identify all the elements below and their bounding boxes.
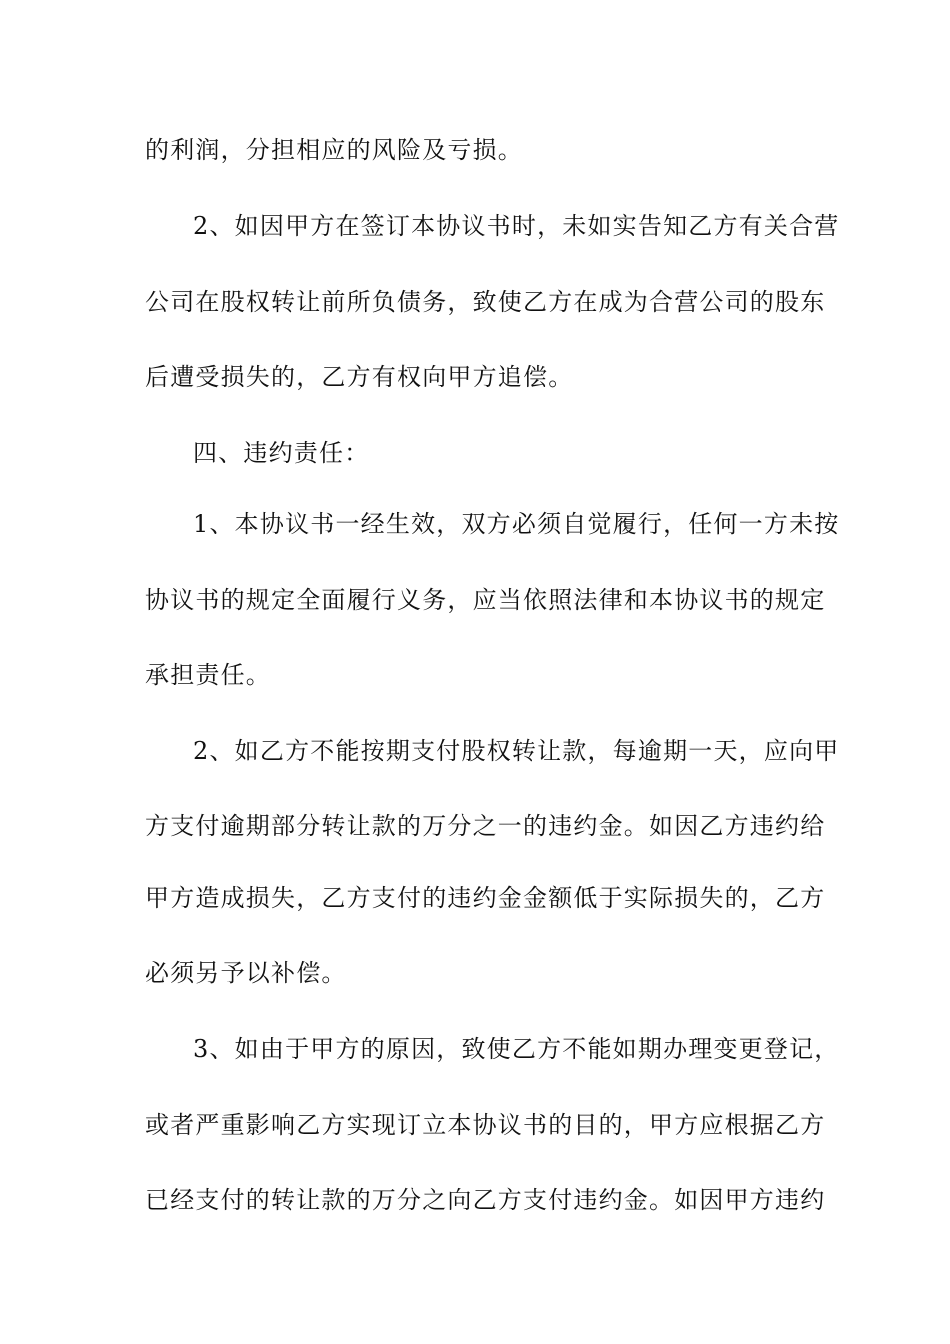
paragraph-line: 2、如因甲方在签订本协议书时，未如实告知乙方有关合营 — [193, 212, 840, 240]
paragraph-line: 必须另予以补偿。 — [145, 959, 347, 987]
paragraph-line: 协议书的规定全面履行义务，应当依照法律和本协议书的规定 — [145, 586, 826, 614]
section-heading: 四、违约责任： — [193, 439, 370, 467]
paragraph-line: 2、如乙方不能按期支付股权转让款，每逾期一天，应向甲 — [193, 737, 840, 765]
paragraph-line: 3、如由于甲方的原因，致使乙方不能如期办理变更登记， — [193, 1035, 840, 1063]
paragraph-line: 承担责任。 — [145, 661, 271, 689]
paragraph-line: 或者严重影响乙方实现订立本协议书的目的，甲方应根据乙方 — [145, 1111, 826, 1139]
paragraph-line: 的利润，分担相应的风险及亏损。 — [145, 136, 523, 164]
paragraph-line: 1、本协议书一经生效，双方必须自觉履行，任何一方未按 — [193, 510, 840, 538]
paragraph-line: 公司在股权转让前所负债务，致使乙方在成为合营公司的股东 — [145, 288, 826, 316]
paragraph-line: 已经支付的转让款的万分之向乙方支付违约金。如因甲方违约 — [145, 1186, 826, 1214]
paragraph-line: 方支付逾期部分转让款的万分之一的违约金。如因乙方违约给 — [145, 812, 826, 840]
paragraph-line: 甲方造成损失，乙方支付的违约金金额低于实际损失的，乙方 — [145, 884, 826, 912]
paragraph-line: 后遭受损失的，乙方有权向甲方追偿。 — [145, 363, 574, 391]
